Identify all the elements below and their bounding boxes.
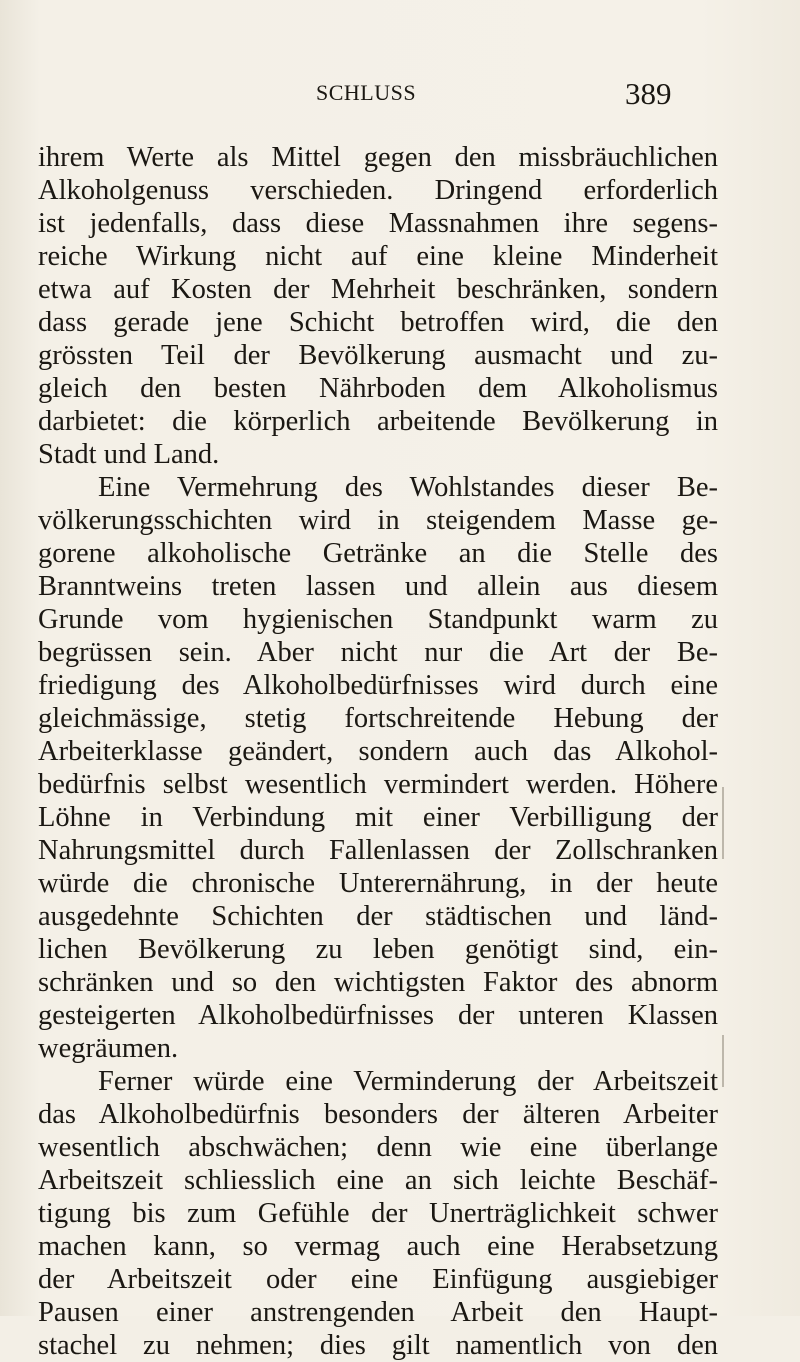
text-line: Branntweins treten lassen und allein aus diesem	[38, 571, 718, 602]
body-text	[38, 141, 718, 1362]
text-line: wegräumen.	[38, 1033, 179, 1064]
text-line: Eine Vermehrung des Wohlstandes dieser Be-	[98, 472, 718, 503]
text-line: grössten Teil der Bevölkerung ausmacht und zu-	[38, 340, 718, 371]
text-line: gorene alkoholische Getränke an die Stelle des	[38, 538, 718, 569]
text-line: darbietet: die körperlich arbeitende Bevölkerung in	[38, 406, 718, 437]
margin-mark	[722, 787, 724, 859]
text-line: etwa auf Kosten der Mehrheit beschränken, sondern	[38, 274, 718, 305]
text-line: ist jedenfalls, dass diese Massnahmen ihre segens-	[38, 208, 718, 239]
text-line: der Arbeitszeit oder eine Einfügung ausgiebiger	[38, 1264, 718, 1295]
text-line: ihrem Werte als Mittel gegen den missbräuchlichen	[38, 142, 718, 173]
text-line: Alkoholgenuss verschieden. Dringend erforderlich	[38, 175, 718, 206]
text-line: Stadt und Land.	[38, 439, 220, 470]
text-line: lichen Bevölkerung zu leben genötigt sind, ein-	[38, 934, 718, 965]
text-line: Arbeitszeit schliesslich eine an sich leichte Beschäf-	[38, 1165, 718, 1196]
text-line: ausgedehnte Schichten der städtischen und länd-	[38, 901, 718, 932]
text-line: Pausen einer anstrengenden Arbeit den Haupt-	[38, 1297, 718, 1328]
text-line: bedürfnis selbst wesentlich vermindert werden. Höhere	[38, 769, 718, 800]
margin-mark	[722, 1035, 724, 1087]
text-line: wesentlich abschwächen; denn wie eine überlange	[38, 1132, 718, 1163]
text-line: Nahrungsmittel durch Fallenlassen der Zollschranken	[38, 835, 718, 866]
running-head	[0, 76, 800, 116]
text-line: Grunde vom hygienischen Standpunkt warm zu	[38, 604, 718, 635]
text-line: Ferner würde eine Verminderung der Arbeitszeit	[98, 1066, 718, 1097]
running-title: SCHLUSS	[316, 80, 417, 105]
text-line: dass gerade jene Schicht betroffen wird, die den	[38, 307, 718, 338]
text-line: gleich den besten Nährboden dem Alkoholismus	[38, 373, 718, 404]
text-line: Arbeiterklasse geändert, sondern auch das Alkohol-	[38, 736, 718, 767]
text-line: völkerungsschichten wird in steigendem Masse ge-	[38, 505, 718, 536]
text-line: das Alkoholbedürfnis besonders der älteren Arbeiter	[38, 1099, 718, 1130]
text-line: reiche Wirkung nicht auf eine kleine Minderheit	[38, 241, 718, 272]
text-line: begrüssen sein. Aber nicht nur die Art der Be-	[38, 637, 718, 668]
text-line: stachel zu nehmen; dies gilt namentlich von den	[38, 1330, 718, 1361]
text-line: tigung bis zum Gefühle der Unerträglichkeit schwer	[38, 1198, 718, 1229]
text-line: machen kann, so vermag auch eine Herabsetzung	[38, 1231, 718, 1262]
text-line: gesteigerten Alkoholbedürfnisses der unteren Klassen	[38, 1000, 718, 1031]
page-number: 389	[625, 76, 672, 111]
text-line: würde die chronische Unterernährung, in der heute	[38, 868, 718, 899]
text-line: Löhne in Verbindung mit einer Verbilligung der	[38, 802, 718, 833]
text-line: friedigung des Alkoholbedürfnisses wird durch eine	[38, 670, 718, 701]
text-line: schränken und so den wichtigsten Faktor des abnorm	[38, 967, 718, 998]
text-line: gleichmässige, stetig fortschreitende Hebung der	[38, 703, 718, 734]
